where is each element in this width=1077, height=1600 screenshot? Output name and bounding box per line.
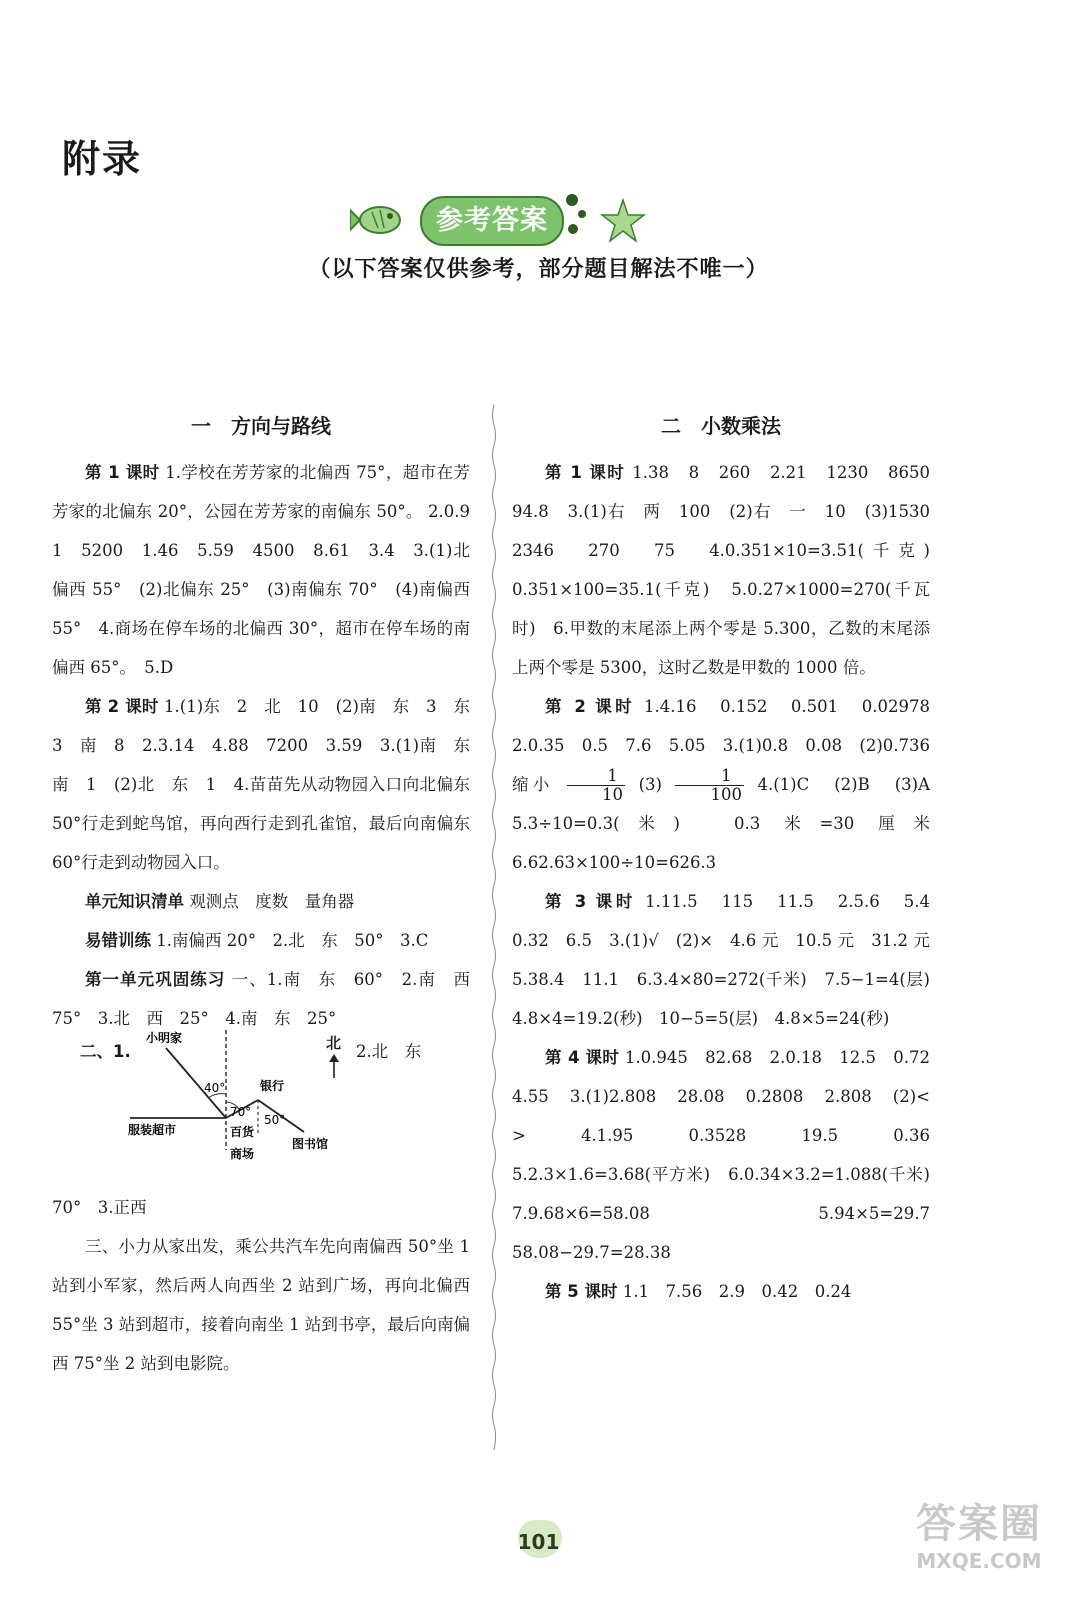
diagram-label-dept2: 商场	[230, 1147, 255, 1161]
direction-diagram-row	[52, 1031, 470, 1188]
fraction-denominator: 100	[710, 785, 742, 804]
fraction	[675, 767, 744, 804]
diagram-label-clothing: 服装超市	[128, 1123, 177, 1137]
lesson-label: 第 1 课时	[545, 463, 626, 482]
lesson-label: 第 3 课时	[545, 892, 637, 911]
lesson-paragraph	[512, 687, 947, 882]
mistake-paragraph	[52, 921, 470, 960]
lesson-answers: 4.(1)C (2)B (3)A 5.3÷10=0.3(米) 0.3 米=30 厘米 6.62.63×100÷10=626.3	[512, 775, 947, 872]
lesson-answers: 1.4.16 0.152 0.501 0.02978 2.0.35 0.5 7.6 5.05 3.(1)0.8 0.08 (2)0.736 缩小	[512, 697, 947, 794]
column-divider	[490, 405, 498, 1450]
mistake-label: 易错训练	[85, 931, 151, 950]
lesson-label: 第 2 课时	[85, 697, 159, 716]
north-arrow-icon	[328, 1054, 340, 1078]
lesson-label: 第 2 课时	[545, 697, 636, 716]
decor-dot	[568, 224, 578, 234]
lesson-paragraph	[512, 882, 947, 1038]
watermark	[899, 1500, 1059, 1574]
lesson-label: 第 5 课时	[545, 1282, 618, 1301]
mistake-answers: 1.南偏西 20° 2.北 东 50° 3.C	[156, 931, 429, 950]
summary-answers: 观测点 度数 量角器	[189, 892, 355, 911]
review-paragraph	[52, 960, 487, 1038]
answer-note: （以下答案仅供参考，部分题目解法不唯一）	[308, 256, 769, 282]
fraction-numerator: 1	[567, 767, 625, 786]
lesson-paragraph	[52, 687, 487, 882]
diagram-label-xiaoming: 小明家	[146, 1031, 183, 1045]
answer-badge: 参考答案	[420, 196, 564, 246]
watermark-url: MXQE.COM	[916, 1549, 1042, 1573]
review-answers: 一、1.南 东 60° 2.南 西 75° 3.北 西 25° 4.南 东 25°	[52, 970, 487, 1028]
diagram-label-dept1: 百货	[230, 1125, 255, 1139]
lesson-paragraph	[512, 1272, 930, 1311]
diagram-label-library: 图书馆	[292, 1137, 329, 1151]
lesson-answers: 1.(1)东 2 北 10 (2)南 东 3 东 3 南 8 2.3.14 4.88 7200 3.59 3.(1)南 东 南 1 (2)北 东 1 4.苗苗先从动物园入口向北偏东 50°行走到蛇鸟馆，再向西行走到孔雀馆，最后向南偏东 60°行走到动物园入口。	[52, 697, 487, 872]
north-label: 北	[326, 1034, 342, 1052]
appendix-title: 附录	[62, 137, 143, 181]
lesson-paragraph	[512, 453, 947, 687]
watermark-logo: 答案圈	[916, 1501, 1042, 1547]
lesson-answers: 1.学校在芳芳家的北偏西 75°，超市在芳芳家的北偏东 20°，公园在芳芳家的南偏东 50°。 2.0.9 1 5200 1.46 5.59 4500 8.61 3.4 3.(1)北偏西 55° (2)北偏东 25° (3)南偏东 70° (4)南偏西 55° 4.商场在停车场的北偏西 30°，超市在停车场的南偏西 65°。 5.D	[52, 463, 487, 677]
lesson-answers: 1.1 7.56 2.9 0.42 0.24	[622, 1282, 852, 1301]
fish-icon	[350, 200, 410, 240]
summary-paragraph	[52, 882, 470, 921]
lesson-label: 第 4 课时	[545, 1048, 620, 1067]
lesson-paragraph	[52, 453, 487, 687]
review-label: 第一单元巩固练习	[85, 970, 226, 989]
part2-q2: 2.北 东	[356, 1042, 422, 1061]
left-column	[52, 410, 487, 1383]
section-title: 一 方向与路线	[191, 414, 331, 438]
decor-dot	[566, 194, 578, 206]
starfish-icon	[600, 198, 646, 244]
lesson-answers: 1.0.945 82.68 2.0.18 12.5 0.72 4.55 3.(1)2.808 28.08 0.2808 2.808 (2)< > 4.1.95 0.3528 19.5 0.36 5.2.3×1.6=3.68(平方米) 6.0.34×3.2=1.088(千米) 7.9.68×6=58.08 5.94×5=29.7 58.08−29.7=28.38	[512, 1048, 947, 1262]
lesson-answers: (3)	[638, 775, 662, 794]
page-number: 101	[517, 1530, 560, 1554]
fraction	[567, 767, 625, 804]
section-title: 二 小数乘法	[661, 414, 781, 438]
right-column	[512, 410, 947, 1311]
diagram-angle-70: 70°	[230, 1105, 252, 1119]
lesson-label: 第 1 课时	[85, 463, 160, 482]
fraction-denominator: 10	[602, 785, 624, 804]
diagram-angle-40: 40°	[204, 1081, 226, 1095]
diagram-angle-50: 50°	[264, 1113, 286, 1127]
part3-paragraph: 三、小力从家出发，乘公共汽车先向南偏西 50°坐 1 站到小军家，然后两人向西坐 2 站到广场，再向北偏西 55°坐 3 站到超市，接着向南坐 1 站到书亭，最后向南偏西 75°坐 2 站到电影院。	[52, 1237, 470, 1373]
diagram-label-bank: 银行	[260, 1079, 285, 1093]
lesson-answers: 1.38 8 260 2.21 1230 8650 94.8 3.(1)右 两 100 (2)右 一 10 (3)1530 2346 270 75 4.0.351×10=3.51(千克) 0.351×100=35.1(千克) 5.0.27×1000=270(千瓦时) 6.甲数的末尾添上两个零是 5.300，乙数的末尾添上两个零是 5300，这时乙数是甲数的 1000 倍。	[512, 463, 947, 677]
fraction-numerator: 1	[675, 767, 744, 786]
part2-continued: 70° 3.正西	[52, 1198, 147, 1217]
answer-banner	[350, 190, 690, 250]
lesson-paragraph	[512, 1038, 947, 1272]
summary-label: 单元知识清单	[85, 892, 184, 911]
part2-label: 二、1.	[80, 1042, 131, 1061]
lesson-answers: 1.11.5 115 11.5 2.5.6 5.4 0.32 6.5 3.(1)√ (2)× 4.6 元 10.5 元 31.2 元 5.38.4 11.1 6.3.4×80=272(千米) 7.5−1=4(层) 4.8×4=19.2(秒) 10−5=5(层) 4.8×5=24(秒)	[512, 892, 947, 1028]
decor-dot	[578, 210, 586, 218]
